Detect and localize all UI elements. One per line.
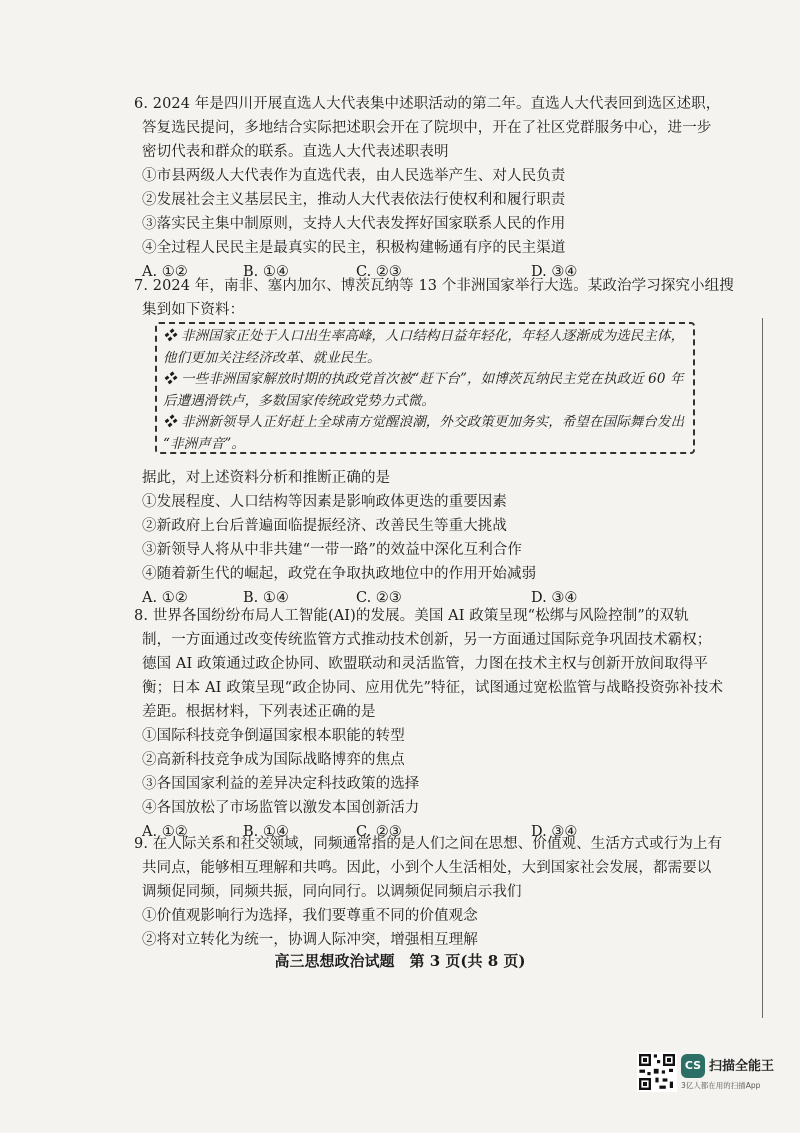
q8-line: 衡；日本 AI 政策呈现“政企协同、应用优先”特征，试图通过宽松监管与战略投资弥补技术 bbox=[142, 680, 724, 696]
q9-line: 9. 在人际关系和社交领域，同频通常指的是人们之间在思想、价值观、生活方式或行为上有 bbox=[134, 836, 723, 852]
question-7-body bbox=[142, 466, 712, 610]
q7-line: 据此，对上述资料分析和推断正确的是 bbox=[142, 470, 391, 486]
q7-line: 7. 2024 年，南非、塞内加尔、博茨瓦纳等 13 个非洲国家举行大选。某政治学习探究小组搜 bbox=[134, 278, 734, 294]
q6-statement: ①市县两级人大代表作为直选代表，由人民选举产生、对人民负责 bbox=[142, 168, 566, 184]
q6-statement: ③落实民主集中制原则，支持人大代表发挥好国家联系人民的作用 bbox=[142, 216, 566, 232]
q6-line: 答复选民提问，多地结合实际把述职会开在了院坝中，开在了社区党群服务中心，进一步 bbox=[142, 120, 712, 136]
q6-statement: ④全过程人民民主是最真实的民主，积极构建畅通有序的民主渠道 bbox=[142, 240, 566, 256]
qr-code-icon bbox=[637, 1052, 677, 1092]
q7-statement: ③新领导人将从中非共建“一带一路”的效益中深化互利合作 bbox=[142, 542, 523, 558]
question-7 bbox=[134, 274, 734, 322]
q7-material-line: ❖ 非洲新领导人正好赶上全球南方觉醒浪潮，外交政策更加务实，希望在国际舞台发出 bbox=[163, 414, 685, 430]
q7-material-box bbox=[155, 322, 695, 454]
q7-line: 集到如下资料： bbox=[142, 302, 245, 318]
q8-option-c: C. ②③ bbox=[356, 824, 402, 840]
q7-option-b: B. ①④ bbox=[243, 590, 289, 606]
q7-option-d: D. ③④ bbox=[531, 590, 578, 606]
q8-statement: ②高新科技竞争成为国际战略博弈的焦点 bbox=[142, 752, 405, 768]
q7-material-line: ❖ 一些非洲国家解放时期的执政党首次被“赶下台”，如博茨瓦纳民主党在执政近 60 年 bbox=[163, 371, 684, 387]
q7-material-line: “非洲声音”。 bbox=[163, 435, 246, 452]
q7-material-line: 他们更加关注经济改革、就业民生。 bbox=[163, 349, 381, 366]
q9-statement: ②将对立转化为统一，协调人际冲突，增强相互理解 bbox=[142, 932, 478, 948]
q7-option-c: C. ②③ bbox=[356, 590, 402, 606]
q9-line: 调频促同频，同频共振，同向同行。以调频促同频启示我们 bbox=[142, 884, 522, 900]
q6-line: 密切代表和群众的联系。直选人大代表述职表明 bbox=[142, 144, 449, 160]
q8-option-d: D. ③④ bbox=[531, 824, 578, 840]
q6-option-d: D. ③④ bbox=[531, 264, 578, 280]
q9-line: 共同点，能够相互理解和共鸣。因此，小到个人生活相处，大到国家社会发展，都需要以 bbox=[142, 860, 712, 876]
page-footer: 高三思想政治试题 第 3 页(共 8 页) bbox=[274, 952, 526, 970]
q7-material-line: ❖ 非洲国家正处于人口出生率高峰，人口结构日益年轻化，年轻人逐渐成为选民主体， bbox=[163, 328, 685, 344]
q6-option-b: B. ①④ bbox=[243, 264, 289, 280]
q7-material-line: 后遭遇滑铁卢，多数国家传统政党势力式微。 bbox=[163, 392, 435, 409]
scanner-logo-icon bbox=[681, 1054, 705, 1078]
scanner-logo-text: CS bbox=[684, 1059, 702, 1072]
question-6 bbox=[134, 92, 721, 284]
q8-line: 差距。根据材料，下列表述正确的是 bbox=[142, 704, 376, 720]
q6-statement: ②发展社会主义基层民主，推动人大代表依法行使权利和履行职责 bbox=[142, 192, 566, 208]
q6-line: 6. 2024 年是四川开展直选人大代表集中述职活动的第二年。直选人大代表回到选区述职， bbox=[134, 96, 721, 112]
q6-option-c: C. ②③ bbox=[356, 264, 402, 280]
q7-statement: ②新政府上台后普遍面临提振经济、改善民生等重大挑战 bbox=[142, 518, 507, 534]
q8-option-a: A. ①② bbox=[142, 824, 188, 840]
q7-statement: ④随着新生代的崛起，政党在争取执政地位中的作用开始减弱 bbox=[142, 566, 537, 582]
q8-option-b: B. ①④ bbox=[243, 824, 289, 840]
q8-line: 制，一方面通过改变传统监管方式推动技术创新，另一方面通过国际竞争巩固技术霸权； bbox=[142, 632, 712, 648]
q8-statement: ④各国放松了市场监管以激发本国创新活力 bbox=[142, 800, 420, 816]
q6-option-a: A. ①② bbox=[142, 264, 188, 280]
scanner-brand-name: 扫描全能王 bbox=[709, 1059, 775, 1074]
q8-statement: ③各国国家利益的差异决定科技政策的选择 bbox=[142, 776, 420, 792]
q8-line: 德国 AI 政策通过政企协同、欧盟联动和灵活监管，力图在技术主权与创新开放间取得平 bbox=[142, 656, 709, 672]
q7-option-a: A. ①② bbox=[142, 590, 188, 606]
q7-statement: ①发展程度、人口结构等因素是影响政体更迭的重要因素 bbox=[142, 494, 507, 510]
scanner-brand-tagline: 3亿人都在用的扫描App bbox=[681, 1081, 761, 1090]
q8-statement: ①国际科技竞争倒逼国家根本职能的转型 bbox=[142, 728, 405, 744]
q8-line: 8. 世界各国纷纷布局人工智能(AI)的发展。美国 AI 政策呈现“松绑与风险控制”的双轨 bbox=[134, 608, 689, 624]
question-9 bbox=[134, 832, 723, 952]
q9-statement: ①价值观影响行为选择，我们要尊重不同的价值观念 bbox=[142, 908, 478, 924]
scan-edge-line bbox=[762, 318, 763, 1018]
